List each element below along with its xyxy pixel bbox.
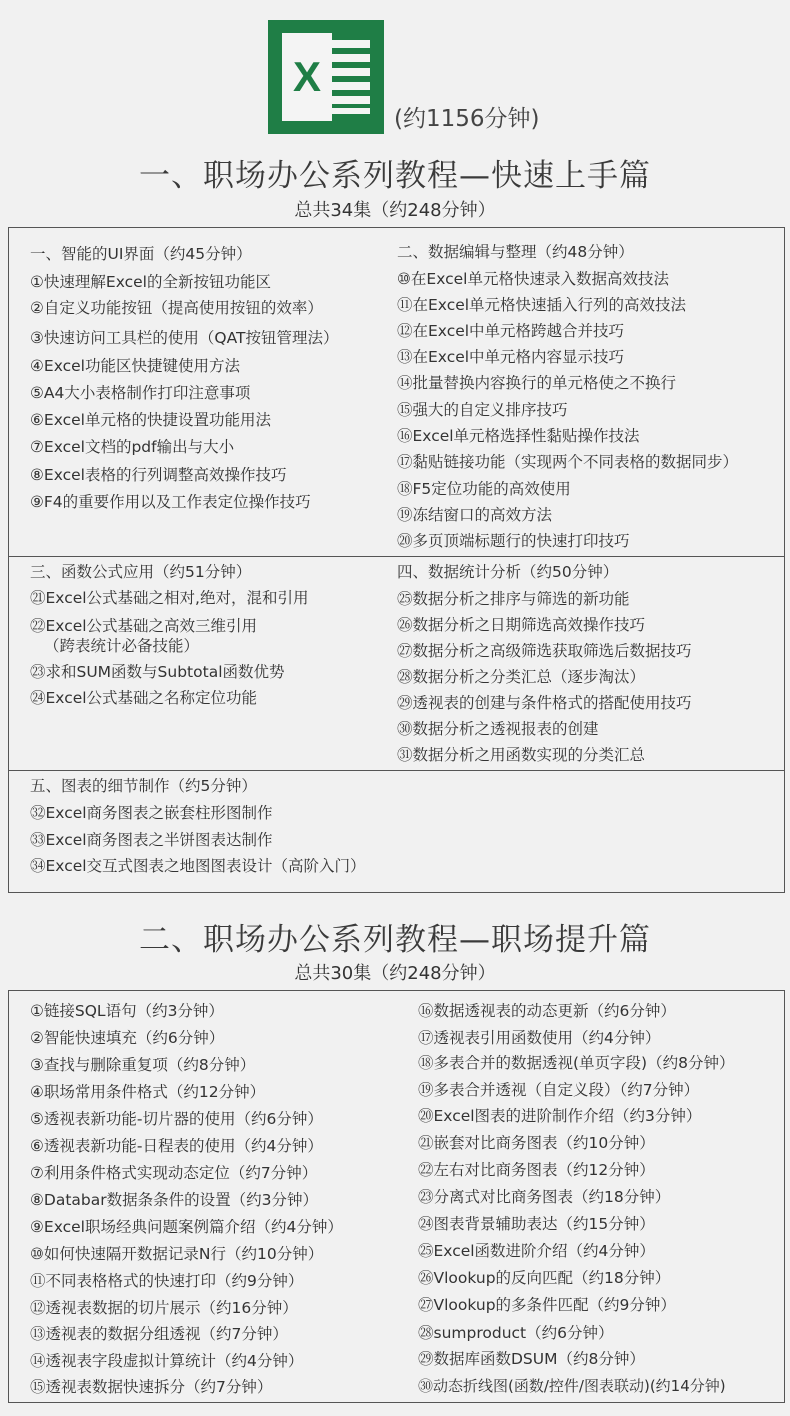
list-item: ㉞Excel交互式图表之地图图表设计（高阶入门）	[30, 857, 366, 875]
list-item: ㉘sumproduct（约6分钟）	[418, 1324, 614, 1342]
list-item: ⑫透视表数据的切片展示（约16分钟）	[30, 1299, 298, 1317]
list-item: ⑱多表合并的数据透视(单页字段)（约8分钟）	[418, 1054, 735, 1072]
section-title: 四、数据统计分析（约50分钟）	[397, 563, 619, 581]
list-item: ⑳多页顶端标题行的快速打印技巧	[397, 532, 630, 550]
list-item: ⑦Excel文档的pdf输出与大小	[30, 438, 235, 456]
list-item: ㉘数据分析之分类汇总（逐步淘汰）	[397, 668, 646, 686]
list-item: ⑥透视表新功能-日程表的使用（约4分钟）	[30, 1137, 323, 1155]
list-item: ㉝Excel商务图表之半饼图表达制作	[30, 831, 273, 849]
list-item: ⑯数据透视表的动态更新（约6分钟）	[418, 1002, 676, 1020]
list-item: ⑲冻结窗口的高效方法	[397, 506, 553, 524]
list-item: ③查找与删除重复项（约8分钟）	[30, 1056, 256, 1074]
list-item: ⑰透视表引用函数使用（约4分钟）	[418, 1029, 661, 1047]
list-item: （跨表统计必备技能）	[44, 637, 200, 655]
list-item: ⑨F4的重要作用以及工作表定位操作技巧	[30, 493, 311, 511]
list-item: ⑩如何快速隔开数据记录N行（约10分钟）	[30, 1245, 324, 1263]
list-item: ⑧Databar数据条条件的设置（约3分钟）	[30, 1191, 318, 1209]
list-item: ①快速理解Excel的全新按钮功能区	[30, 273, 271, 291]
list-item: ⑨Excel职场经典问题案例篇介绍（约4分钟）	[30, 1218, 343, 1236]
part2-subtitle: 总共30集（约248分钟）	[294, 963, 496, 984]
part2-title: 二、职场办公系列教程—职场提升篇	[139, 922, 651, 958]
list-item: ㉗Vlookup的多条件匹配（约9分钟）	[418, 1296, 676, 1314]
divider	[8, 770, 785, 771]
list-item: ⑲多表合并透视（自定义段）（约7分钟）	[418, 1081, 700, 1099]
list-item: ③快速访问工具栏的使用（QAT按钮管理法）	[30, 329, 339, 347]
list-item: ⑱F5定位功能的高效使用	[397, 480, 571, 498]
section-title: 二、数据编辑与整理（约48分钟）	[397, 243, 634, 261]
list-item: ㉜Excel商务图表之嵌套柱形图制作	[30, 804, 273, 822]
list-item: ⑯Excel单元格选择性黏贴操作技法	[397, 427, 640, 445]
list-item: ⑤A4大小表格制作打印注意事项	[30, 384, 251, 402]
list-item: ⑬透视表的数据分组透视（约7分钟）	[30, 1325, 288, 1343]
list-item: ⑰黏贴链接功能（实现两个不同表格的数据同步）	[397, 453, 739, 471]
logo-letter: X	[292, 53, 321, 100]
list-item: ④Excel功能区快捷键使用方法	[30, 357, 240, 375]
list-item: ⑥Excel单元格的快捷设置功能用法	[30, 411, 271, 429]
list-item: ⑭批量替换内容换行的单元格使之不换行	[397, 374, 677, 392]
list-item: ㉔图表背景辅助表达（约15分钟）	[418, 1215, 655, 1233]
list-item: ㉑Excel公式基础之相对,绝对，混和引用	[30, 589, 309, 607]
list-item: ⑪不同表格格式的快速打印（约9分钟）	[30, 1272, 304, 1290]
list-item: ⑫在Excel中单元格跨越合并技巧	[397, 322, 625, 340]
list-item: ㉖数据分析之日期筛选高效操作技巧	[397, 616, 646, 634]
section-title: 三、函数公式应用（约51分钟）	[30, 563, 252, 581]
list-item: ⑬在Excel中单元格内容显示技巧	[397, 348, 625, 366]
list-item: ㉙透视表的创建与条件格式的搭配使用技巧	[397, 694, 692, 712]
list-item: ㉗数据分析之高级筛选获取筛选后数据技巧	[397, 642, 692, 660]
list-item: ④职场常用条件格式（约12分钟）	[30, 1083, 266, 1101]
list-item: ⑩在Excel单元格快速录入数据高效技法	[397, 270, 669, 288]
list-item: ②自定义功能按钮（提高使用按钮的效率）	[30, 299, 323, 317]
list-item: ㉖Vlookup的反向匹配（约18分钟）	[418, 1269, 671, 1287]
list-item: ㉔Excel公式基础之名称定位功能	[30, 689, 258, 707]
list-item: ⑮透视表数据快速拆分（约7分钟）	[30, 1378, 273, 1396]
list-item: ㉚数据分析之透视报表的创建	[397, 720, 599, 738]
part1-title: 一、职场办公系列教程—快速上手篇	[139, 158, 651, 194]
list-item: ⑭透视表字段虚拟计算统计（约4分钟）	[30, 1352, 304, 1370]
list-item: ㉒Excel公式基础之高效三维引用	[30, 617, 258, 635]
list-item: ㉓求和SUM函数与Subtotal函数优势	[30, 663, 285, 681]
list-item: ⑤透视表新功能-切片器的使用（约6分钟）	[30, 1110, 323, 1128]
list-item: ㉕数据分析之排序与筛选的新功能	[397, 590, 630, 608]
divider	[8, 556, 785, 557]
total-duration: (约1156分钟)	[394, 106, 540, 132]
section-title: 五、图表的细节制作（约5分钟）	[30, 777, 257, 795]
excel-logo-icon	[268, 20, 384, 134]
list-item: ⑦利用条件格式实现动态定位（约7分钟）	[30, 1164, 318, 1182]
list-item: ⑮强大的自定义排序技巧	[397, 401, 568, 419]
part1-subtitle: 总共34集（约248分钟）	[294, 200, 496, 221]
list-item: ⑧Excel表格的行列调整高效操作技巧	[30, 466, 287, 484]
list-item: ㉑嵌套对比商务图表（约10分钟）	[418, 1134, 655, 1152]
list-item: ①链接SQL语句（约3分钟）	[30, 1002, 224, 1020]
list-item: ㉛数据分析之用函数实现的分类汇总	[397, 746, 646, 764]
list-item: ⑳Excel图表的进阶制作介绍（约3分钟）	[418, 1107, 702, 1125]
list-item: ㉚动态折线图(函数/控件/图表联动)(约14分钟)	[418, 1377, 726, 1395]
list-item: ㉙数据库函数DSUM（约8分钟）	[418, 1350, 645, 1368]
section-title: 一、智能的UI界面（约45分钟）	[30, 245, 252, 263]
list-item: ㉓分离式对比商务图表（约18分钟）	[418, 1188, 671, 1206]
list-item: ㉒左右对比商务图表（约12分钟）	[418, 1161, 655, 1179]
list-item: ②智能快速填充（约6分钟）	[30, 1029, 225, 1047]
list-item: ㉕Excel函数进阶介绍（约4分钟）	[418, 1242, 655, 1260]
list-item: ⑪在Excel单元格快速插入行列的高效技法	[397, 296, 687, 314]
